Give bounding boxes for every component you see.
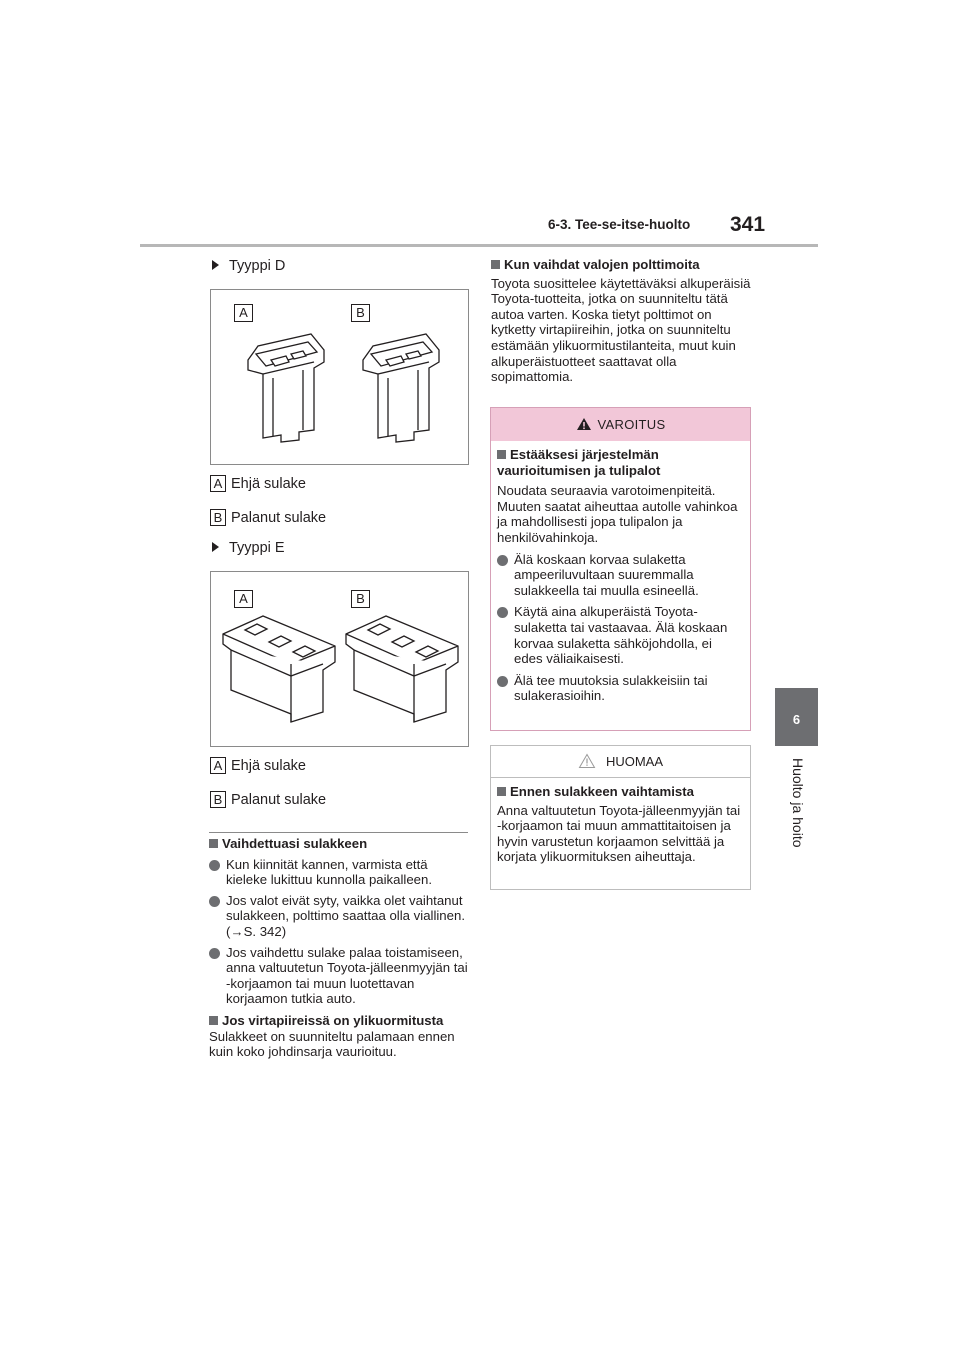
round-bullet-icon [209, 896, 220, 907]
figure-key-a: A [234, 590, 253, 608]
warning-triangle-icon [576, 417, 592, 431]
type-e-label-a: A Ehjä sulake [210, 757, 306, 774]
figure-key-a: A [234, 304, 253, 322]
fuse-type-e-figure [210, 571, 469, 747]
list-item: Kun kiinnität kannen, varmista että kieleke lukittuu kunnolla paikalleen. [209, 857, 471, 888]
chapter-title: Huolto ja hoito [790, 758, 806, 848]
warning-intro: Noudata seuraavia varotoimenpiteitä. Muuten saatat aiheuttaa autolle vahinkoa ja mahdollisesti jopa tulipalon ja henkilövahinkoja. [497, 483, 738, 545]
bulbs-section [491, 257, 751, 385]
list-item: Jos vaihdettu sulake palaa toistamiseen, anna valtuutetun Toyota-jälleenmyyjän tai -korjaamon tai muun luotettavan korjaamon tutkia auto. [209, 945, 471, 1007]
figure-key-b: B [351, 590, 370, 608]
warning-title-bar: VAROITUS [491, 408, 750, 441]
square-bullet-icon [491, 260, 500, 269]
fuse-type-d-illustration [211, 290, 468, 464]
notice-text: Anna valtuutetun Toyota-jälleenmyyjän tai -korjaamon tai muun ammattitaitoisen ja hyvin varustetun korjaamon selvittää ja korjata ylikuormituksen aiheuttaja. [497, 802, 741, 865]
round-bullet-icon [497, 555, 508, 566]
notice-box [490, 745, 751, 890]
square-bullet-icon [497, 787, 506, 796]
type-e-heading: Tyyppi E [212, 540, 285, 556]
page-number: 341 [730, 213, 766, 236]
square-bullet-icon [209, 839, 218, 848]
section-divider [209, 832, 468, 833]
list-item: Älä tee muutoksia sulakkeisiin tai sulakerasioihin. [497, 673, 744, 704]
square-bullet-icon [209, 1016, 218, 1025]
square-bullet-icon [497, 450, 506, 459]
chapter-tab: 6 [775, 688, 818, 746]
overload-heading: Jos virtapiireissä on ylikuormitusta [209, 1013, 471, 1029]
after-replacing-section [209, 836, 471, 1060]
after-replacing-heading: Vaihdettuasi sulakkeen [209, 836, 471, 852]
list-item: Käytä aina alkuperäistä Toyota-sulaketta tai vastaavaa. Älä koskaan korvaa sulaketta sähköjohdolla, ei edes väliaikaisesti. [497, 604, 744, 666]
figure-key-b: B [351, 304, 370, 322]
notice-heading: Ennen sulakkeen vaihtamista [497, 784, 744, 800]
warning-heading: Estääksesi järjestelmän vaurioitumisen ja tulipalot [497, 447, 661, 478]
fuse-type-d-figure [210, 289, 469, 465]
list-item: Jos valot eivät syty, vaikka olet vaihtanut sulakkeen, polttimo saattaa olla viallinen. (→S. 342) [209, 893, 471, 940]
type-d-label-b: B Palanut sulake [210, 509, 326, 526]
triangle-bullet-icon [212, 542, 219, 552]
warning-box [490, 407, 751, 731]
overload-text: Sulakkeet on suunniteltu palamaan ennen kuin koko johdinsarja vaurioituu. [209, 1028, 455, 1060]
round-bullet-icon [209, 948, 220, 959]
fuse-type-e-illustration [211, 572, 468, 746]
triangle-bullet-icon [212, 260, 219, 270]
type-d-heading: Tyyppi D [212, 258, 285, 274]
type-d-label-a: A Ehjä sulake [210, 475, 306, 492]
bulbs-text: Toyota suosittelee käytettäväksi alkuperäisiä Toyota-tuotteita, jotka on suunniteltu tätä autoa varten. Koska tietyt polttimot on kytketty virtapiireihin, jotka on suunniteltu estämään ylikuormitustilanteita, muut kuin alkuperäistuotteet saattavat olla sopimattomia. [491, 275, 751, 385]
round-bullet-icon [497, 607, 508, 618]
bulbs-heading: Kun vaihdat valojen polttimoita [491, 257, 751, 273]
header-rule [140, 244, 818, 247]
section-title: 6-3. Tee-se-itse-huolto [548, 217, 691, 232]
round-bullet-icon [209, 860, 220, 871]
caution-triangle-icon [578, 753, 596, 769]
notice-title-bar: HUOMAA [491, 746, 750, 778]
round-bullet-icon [497, 676, 508, 687]
type-e-label-b: B Palanut sulake [210, 791, 326, 808]
list-item: Älä koskaan korvaa sulaketta ampeeriluvultaan suuremmalla sulakkeella tai muulla esineellä. [497, 552, 744, 599]
